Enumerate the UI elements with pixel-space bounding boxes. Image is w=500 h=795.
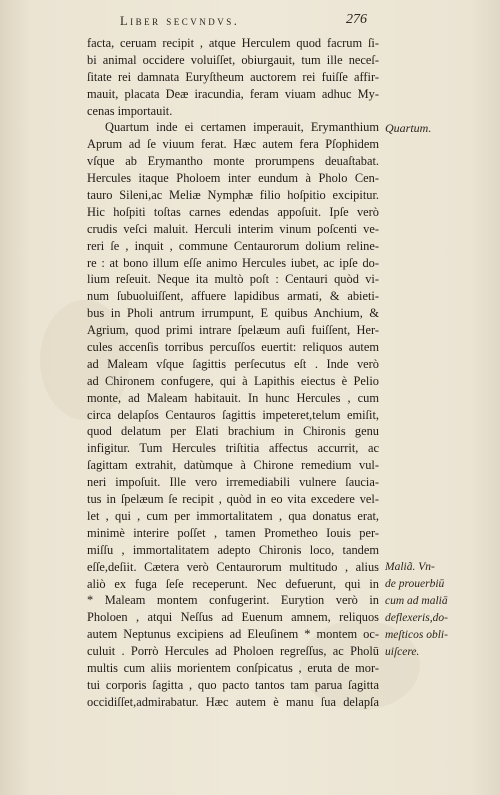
text-line: Hic hoſpiti toſtas carnes edendas appoſuit. Ipſe verò <box>87 204 379 219</box>
text-line: Hercules itaque Pholoem inter eundum à Pholo Cen- <box>87 171 379 186</box>
text-line: monte, ad Maleam habitauit. In hunc Hercules , cum <box>87 390 379 405</box>
text-line: reri ſe , inquit , commune Centaurorum dolium reline- <box>87 238 379 253</box>
text-line: facta, ceruam recipit , atque Herculem quod facrum ſi- <box>87 36 379 50</box>
text-line: circa delapſos Centauros ſagittis impeteret,telum emiſit, <box>87 407 379 422</box>
text-line: * Maleam montem confugerint. Eurytion verò in <box>87 593 379 608</box>
text-line: neri impoſuit. Ille vero irremediabili vulnere ſaucia- <box>87 475 379 490</box>
text-line: mauit, placata Deæ iracundia, feram viuam adhuc My- <box>87 86 379 101</box>
text-line: lium reſeuit. Neque ita multò poſt : Centauri quòd vi- <box>87 272 379 287</box>
text-line: Quartum inde ei certamen imperauit, Erymanthium <box>105 120 379 135</box>
text-line: vſque ab Erymantho monte prorumpens deuaſtabat. <box>87 154 379 169</box>
margin-note-line: deflexeris,do- <box>385 611 448 624</box>
text-line: Agrium, quod primi intrare ſpelæum auſi fuiſſent, Her- <box>87 323 379 338</box>
text-line: cenas importauit. <box>87 103 173 118</box>
text-line: eſſe,deſiit. Cætera verò Centaurorum multitudo , alius <box>87 559 379 574</box>
text-line: Pholoen , atqui Neſſus ad Euenum amnem, reliquos <box>87 610 379 625</box>
text-line: minimè interire poſſet , tamen Prometheo Iouis per- <box>87 525 379 540</box>
text-line: ſitate rei damnata Euryſtheum auctorem rei fuiſſe affir- <box>87 69 379 84</box>
running-title: Liber secvndvs. <box>120 14 240 28</box>
text-line: autem Neptunus excipiens ad Eleuſinem * montem oc- <box>87 627 379 642</box>
margin-note-quartum: Quartum. <box>385 121 432 135</box>
text-line: tus in ſpelæum ſe recipit , quòd in eo vita excedere vel- <box>87 492 379 507</box>
text-line: quod delatum per Elati brachium in Chironis genu <box>87 424 379 439</box>
text-line: crudis veſci maluit. Herculi interim vinum poſcenti ve- <box>87 221 379 236</box>
page-number: 276 <box>346 12 367 27</box>
text-line: bus in Pholi antrum irrumpunt, E quibus Anchium, & <box>87 306 379 321</box>
margin-note-line: cum ad maliā <box>385 594 448 607</box>
text-line: num ſubuoluiſſent, affuere lapidibus armati, & abieti- <box>87 289 379 304</box>
margin-note-line: meſticos obli- <box>385 628 448 641</box>
text-line: ad Maleam vſque ſagittis perſecutus eſt . Inde verò <box>87 356 379 371</box>
text-line: aliò ex fuga ſeſe receperunt. Nec defuerunt, qui in <box>87 576 379 591</box>
text-line: cules accenſis torribus percuſſos euertit: reliquos autem <box>87 340 379 355</box>
text-line: Aprum ad ſe viuum ferat. Hæc autem fera Pſophidem <box>87 137 379 152</box>
margin-note-line: Maliã. Vn- <box>385 561 435 573</box>
text-line: let , qui , cum per immortalitatem , qua donatus erat, <box>87 508 379 523</box>
text-line: tauro Sileni,ac Meliæ Nymphæ filio hoſpitio excipitur. <box>87 188 379 203</box>
text-line: bi animal occidere voluiſſet, obiurgauit, tum ille neceſ- <box>87 52 379 67</box>
text-line: re : at bono illum eſſe animo Hercules iubet, ac ipſe do- <box>87 255 379 270</box>
margin-note-malia <box>385 559 448 660</box>
text-line: culuit . Porrò Hercules ad Pholoen regreſſus, ac Pholū <box>87 644 379 659</box>
text-line: tui corporis ſagitta , quo pacto tantos tam parua ſagitta <box>87 677 379 692</box>
text-line: occidiſſet,admirabatur. Hæc autem è manu ſua delapſa <box>87 694 379 709</box>
margin-note-line: de prouerbiū <box>385 577 445 590</box>
body-text <box>87 35 379 711</box>
text-line: multis cum aliis morientem conſpicatus , eruta de mor- <box>87 660 379 675</box>
text-line: ad Chironem confugere, qui à Lapithis eiectus è Pelio <box>87 373 379 388</box>
text-line: ſagittam extrahit, datùmque à Chirone remedium vul- <box>87 458 379 473</box>
text-line: miſſu , immortalitatem adepto Chironis loco, tandem <box>87 542 379 557</box>
margin-note-line: uiſcere. <box>385 645 420 658</box>
text-line: infigitur. Tum Hercules triſtitia affectus accurrit, ac <box>87 441 379 456</box>
